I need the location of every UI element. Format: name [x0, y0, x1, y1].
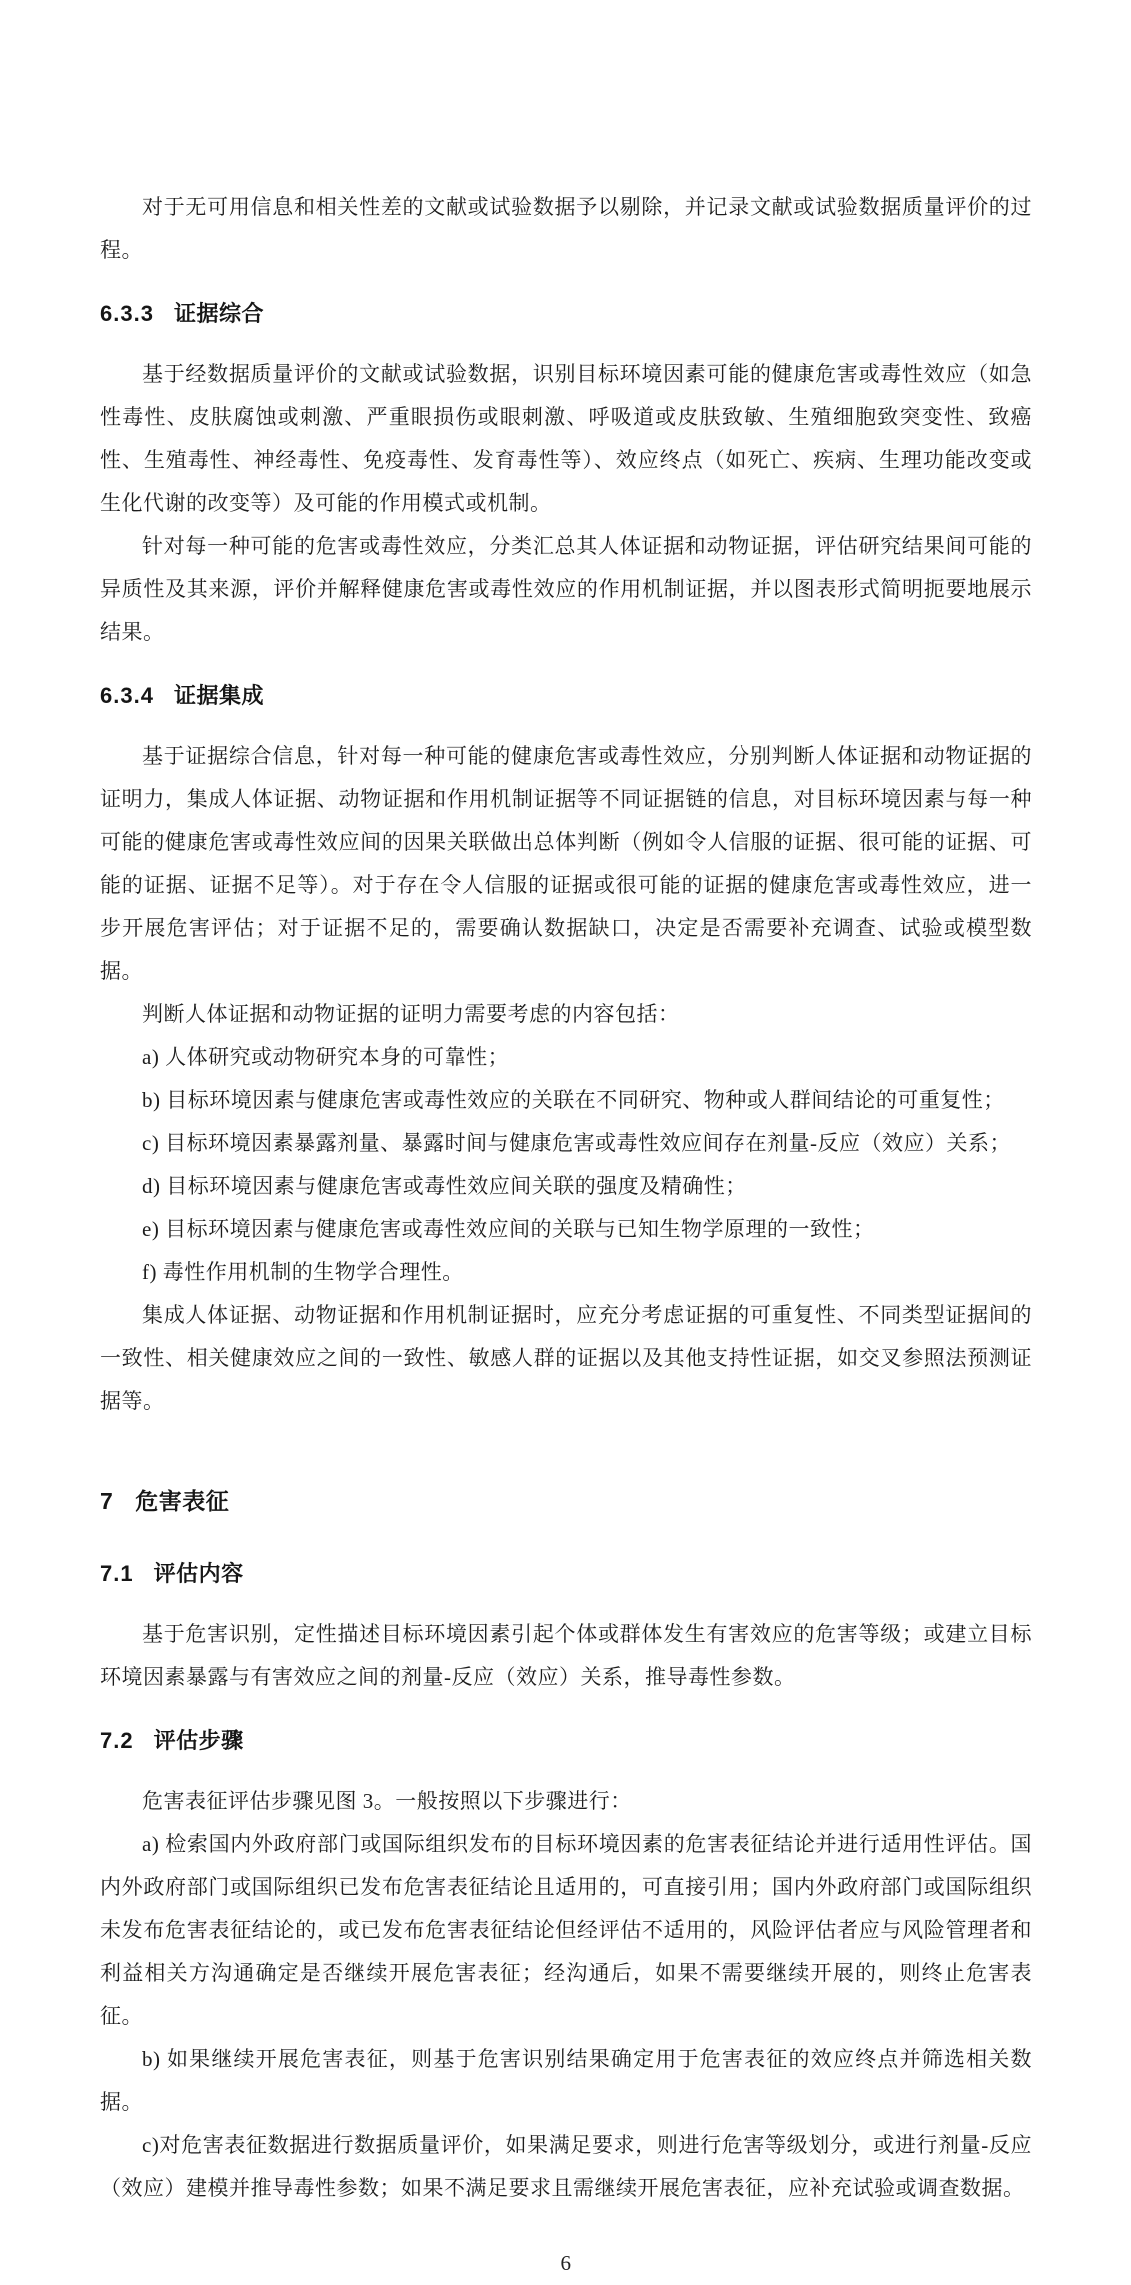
- section-number: 6.3.4: [100, 683, 154, 708]
- section-title: 评估内容: [153, 1561, 244, 1586]
- section-heading-6-3-3: [100, 301, 1032, 327]
- section-number: 7.1: [100, 1561, 134, 1586]
- paragraph-6-3-3-2: 针对每一种可能的危害或毒性效应，分类汇总其人体证据和动物证据，评估研究结果间可能的异质性及其来源，评价并解释健康危害或毒性效应的作用机制证据，并以图表形式简明扼要地展示结果。: [100, 534, 1032, 644]
- section-heading-7-2: [100, 1728, 1032, 1754]
- section-heading-7-1: [100, 1561, 1032, 1587]
- paragraph-6-3-4-2: 判断人体证据和动物证据的证明力需要考虑的内容包括：: [142, 1002, 680, 1026]
- paragraph-6-3-4-1: 基于证据综合信息，针对每一种可能的健康危害或毒性效应，分别判断人体证据和动物证据的证明力，集成人体证据、动物证据和作用机制证据等不同证据链的信息，对目标环境因素与每一种可能的健康危害或毒性效应间的因果关联做出总体判断（例如令人信服的证据、很可能的证据、可能的证据、证据不足等）。对于存在令人信服的证据或很可能的证据的健康危害或毒性效应，进一步开展危害评估；对于证据不足的，需要确认数据缺口，决定是否需要补充调查、试验或模型数据。: [100, 744, 1032, 983]
- evidence-criteria-list: [100, 1036, 1032, 1294]
- chapter-number: 7: [100, 1488, 114, 1514]
- list-item-e: e) 目标环境因素与健康危害或毒性效应间的关联与已知生物学原理的一致性；: [142, 1217, 875, 1241]
- document-body: [100, 186, 1032, 2285]
- section-title: 评估步骤: [153, 1728, 244, 1753]
- section-number: 6.3.3: [100, 301, 154, 326]
- paragraph-7-1: 基于危害识别，定性描述目标环境因素引起个体或群体发生有害效应的危害等级；或建立目标环境因素暴露与有害效应之间的剂量-反应（效应）关系，推导毒性参数。: [100, 1622, 1032, 1689]
- paragraph-6-3-4-3: 集成人体证据、动物证据和作用机制证据时，应充分考虑证据的可重复性、不同类型证据间的一致性、相关健康效应之间的一致性、敏感人群的证据以及其他支持性证据，如交叉参照法预测证据等。: [100, 1303, 1032, 1413]
- paragraph-7-2-intro: 危害表征评估步骤见图 3。一般按照以下步骤进行：: [142, 1789, 632, 1813]
- page-number: 6: [560, 2251, 572, 2275]
- intro-paragraph: 对于无可用信息和相关性差的文献或试验数据予以剔除，并记录文献或试验数据质量评价的过程。: [100, 195, 1032, 262]
- list-item-b: b) 目标环境因素与健康危害或毒性效应的关联在不同研究、物种或人群间结论的可重复性；: [142, 1088, 1005, 1112]
- section-number: 7.2: [100, 1728, 134, 1753]
- step-b: b) 如果继续开展危害表征，则基于危害识别结果确定用于危害表征的效应终点并筛选相关数据。: [100, 2047, 1032, 2114]
- paragraph-6-3-3-1: 基于经数据质量评价的文献或试验数据，识别目标环境因素可能的健康危害或毒性效应（如急性毒性、皮肤腐蚀或刺激、严重眼损伤或眼刺激、呼吸道或皮肤致敏、生殖细胞致突变性、致癌性、生殖毒性、神经毒性、免疫毒性、发育毒性等）、效应终点（如死亡、疾病、生理功能改变或生化代谢的改变等）及可能的作用模式或机制。: [100, 362, 1032, 515]
- chapter-heading-7: [100, 1487, 1032, 1515]
- section-heading-6-3-4: [100, 683, 1032, 709]
- list-item-c: c) 目标环境因素暴露剂量、暴露时间与健康危害或毒性效应间存在剂量-反应（效应）关系；: [142, 1131, 1012, 1155]
- list-item-d: d) 目标环境因素与健康危害或毒性效应间关联的强度及精确性；: [142, 1174, 747, 1198]
- section-title: 证据集成: [173, 683, 264, 708]
- list-item-a: a) 人体研究或动物研究本身的可靠性；: [142, 1045, 510, 1069]
- chapter-title: 危害表征: [135, 1488, 230, 1514]
- step-a: a) 检索国内外政府部门或国际组织发布的目标环境因素的危害表征结论并进行适用性评估。国内外政府部门或国际组织已发布危害表征结论且适用的，可直接引用；国内外政府部门或国际组织未发布危害表征结论的，或已发布危害表征结论但经评估不适用的，风险评估者应与风险管理者和利益相关方沟通确定是否继续开展危害表征；经沟通后，如果不需要继续开展的，则终止危害表征。: [100, 1832, 1032, 2028]
- section-title: 证据综合: [173, 301, 264, 326]
- list-item-f: f) 毒性作用机制的生物学合理性。: [142, 1260, 464, 1284]
- step-c: c)对危害表征数据进行数据质量评价，如果满足要求，则进行危害等级划分，或进行剂量-反应（效应）建模并推导毒性参数；如果不满足要求且需继续开展危害表征，应补充试验或调查数据。: [100, 2133, 1032, 2200]
